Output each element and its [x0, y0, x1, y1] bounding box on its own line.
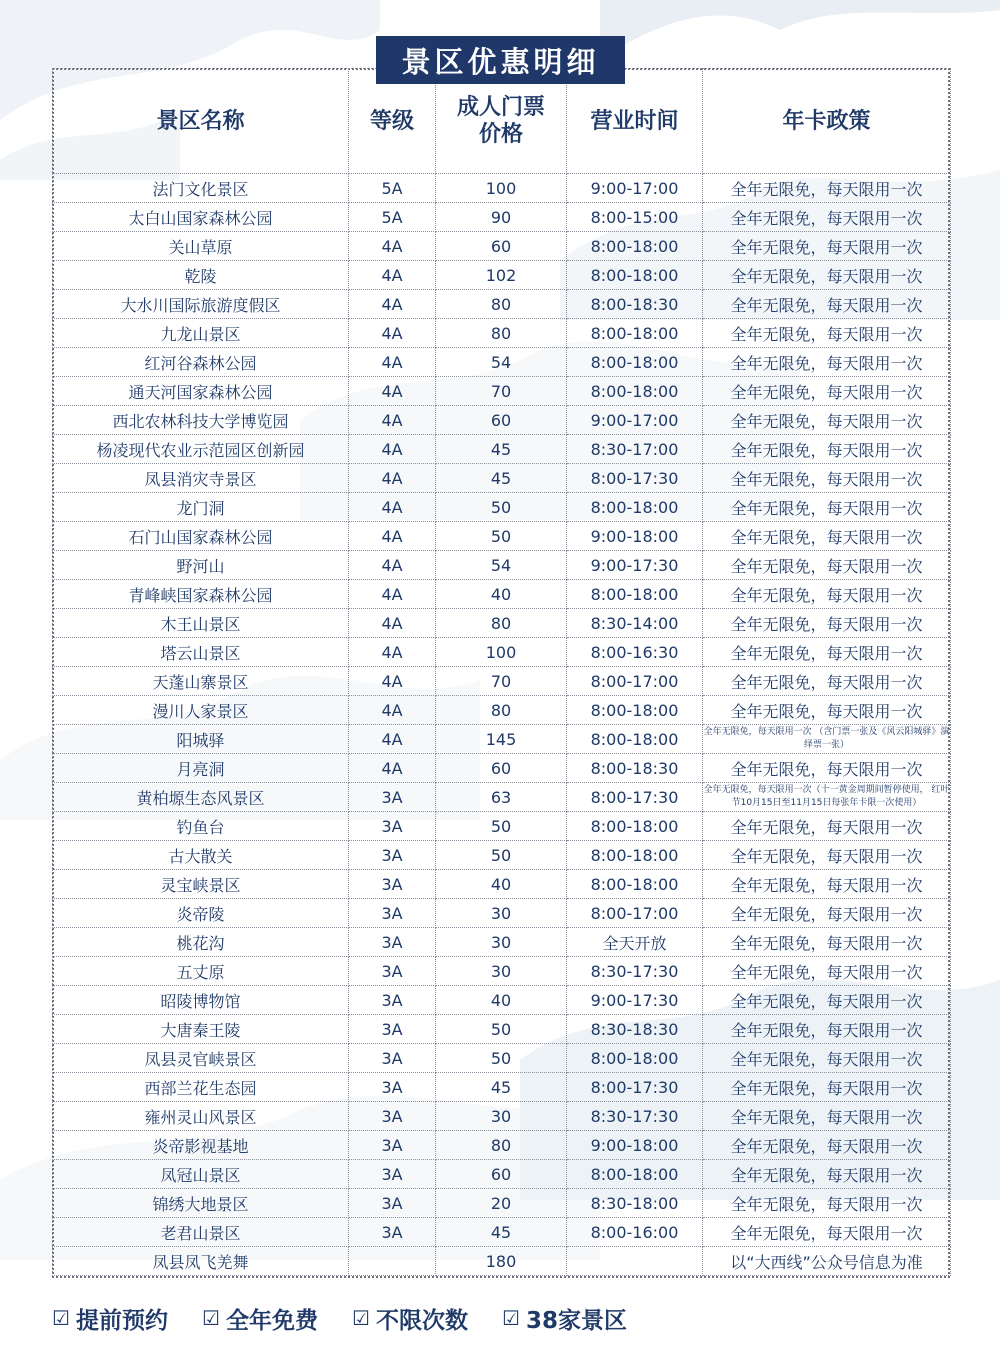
cell-price: 50: [436, 812, 567, 841]
cell-name: 天蓬山寨景区: [53, 667, 349, 696]
table-row: [53, 1015, 951, 1044]
scenic-spot-table: [52, 68, 951, 1276]
cell-price: 45: [436, 435, 567, 464]
cell-policy: 全年无限免，每天限用一次: [703, 551, 951, 580]
header-level: 等级: [349, 69, 436, 174]
cell-level: 3A: [349, 1131, 436, 1160]
cell-hours: 8:00-18:00: [567, 580, 703, 609]
table-row: [53, 348, 951, 377]
cell-name: 锦绣大地景区: [53, 1189, 349, 1218]
table-row: [53, 696, 951, 725]
cell-name: 凤冠山景区: [53, 1160, 349, 1189]
cell-price: 145: [436, 725, 567, 754]
cell-policy: 全年无限免，每天限用一次: [703, 1189, 951, 1218]
cell-level: 3A: [349, 841, 436, 870]
cell-level: 4A: [349, 754, 436, 783]
cell-name: 昭陵博物馆: [53, 986, 349, 1015]
cell-hours: 8:00-17:00: [567, 667, 703, 696]
table-row: [53, 203, 951, 232]
cell-level: 4A: [349, 232, 436, 261]
table-header-row: [53, 69, 951, 174]
cell-name: 杨凌现代农业示范园区创新园: [53, 435, 349, 464]
cell-name: 灵宝峡景区: [53, 870, 349, 899]
table-row: [53, 1247, 951, 1276]
table-row: [53, 986, 951, 1015]
cell-hours: 8:00-18:00: [567, 725, 703, 754]
cell-name: 青峰峡国家森林公园: [53, 580, 349, 609]
cell-level: 3A: [349, 986, 436, 1015]
cell-policy: 全年无限免，每天限用一次: [703, 1073, 951, 1102]
cell-price: 50: [436, 522, 567, 551]
cell-price: 20: [436, 1189, 567, 1218]
cell-level: 4A: [349, 725, 436, 754]
cell-name: 九龙山景区: [53, 319, 349, 348]
cell-level: 4A: [349, 580, 436, 609]
cell-price: 100: [436, 174, 567, 203]
table-row: [53, 812, 951, 841]
cell-policy: 全年无限免，每天限用一次: [703, 377, 951, 406]
table-row: [53, 609, 951, 638]
header-price: [436, 69, 567, 174]
cell-policy: 全年无限免，每天限用一次（十一黄金周期间暂停使用， 红叶节10月15日至11月15日每张年卡限一次使用）: [703, 783, 951, 812]
cell-policy: 全年无限免，每天限用一次: [703, 1131, 951, 1160]
cell-name: 凤县灵官峡景区: [53, 1044, 349, 1073]
cell-level: 4A: [349, 261, 436, 290]
cell-policy: 全年无限免，每天限用一次: [703, 464, 951, 493]
cell-policy: 全年无限免，每天限用一次: [703, 841, 951, 870]
cell-policy: 全年无限免，每天限用一次: [703, 638, 951, 667]
cell-price: 50: [436, 493, 567, 522]
table-row: [53, 1073, 951, 1102]
footer-label: 38家景区: [526, 1307, 628, 1334]
cell-hours: 8:30-17:30: [567, 957, 703, 986]
cell-level: 3A: [349, 957, 436, 986]
cell-policy: 全年无限免，每天限用一次: [703, 493, 951, 522]
cell-price: 30: [436, 928, 567, 957]
table-row: [53, 522, 951, 551]
cell-policy: 全年无限免，每天限用一次: [703, 580, 951, 609]
footer-label: 提前预约: [76, 1307, 168, 1334]
table-row: [53, 957, 951, 986]
cell-name: 通天河国家森林公园: [53, 377, 349, 406]
cell-level: 4A: [349, 638, 436, 667]
cell-policy: 全年无限免，每天限用一次: [703, 522, 951, 551]
table-row: [53, 1189, 951, 1218]
cell-policy: 全年无限免，每天限用一次: [703, 174, 951, 203]
cell-policy: 全年无限免，每天限用一次: [703, 290, 951, 319]
cell-price: 102: [436, 261, 567, 290]
cell-level: 4A: [349, 435, 436, 464]
table-row: [53, 232, 951, 261]
cell-name: 五丈原: [53, 957, 349, 986]
table-row: [53, 899, 951, 928]
cell-price: 60: [436, 232, 567, 261]
cell-level: 5A: [349, 174, 436, 203]
cell-policy: 全年无限免，每天限用一次: [703, 406, 951, 435]
cell-level: 4A: [349, 551, 436, 580]
cell-price: 30: [436, 1102, 567, 1131]
cell-hours: 8:00-18:00: [567, 377, 703, 406]
cell-hours: 8:00-18:00: [567, 812, 703, 841]
check-icon: ☑: [502, 1306, 520, 1330]
cell-policy: 全年无限免，每天限用一次: [703, 812, 951, 841]
cell-name: 乾陵: [53, 261, 349, 290]
cell-hours: 8:30-18:00: [567, 1189, 703, 1218]
check-icon: ☑: [52, 1306, 70, 1330]
cell-level: 4A: [349, 348, 436, 377]
cell-policy: 全年无限免，每天限用一次: [703, 1160, 951, 1189]
cell-price: 50: [436, 1015, 567, 1044]
header-price-line2: 价格: [478, 122, 523, 147]
cell-hours: 9:00-17:00: [567, 406, 703, 435]
cell-level: 3A: [349, 1102, 436, 1131]
cell-hours: [567, 1247, 703, 1276]
cell-policy: 全年无限免，每天限用一次: [703, 957, 951, 986]
cell-name: 钓鱼台: [53, 812, 349, 841]
cell-policy: 全年无限免，每天限用一次: [703, 1218, 951, 1247]
cell-hours: 8:00-18:00: [567, 1044, 703, 1073]
cell-price: 45: [436, 1218, 567, 1247]
cell-policy: 全年无限免，每天限用一次: [703, 1102, 951, 1131]
cell-price: 60: [436, 406, 567, 435]
cell-level: 4A: [349, 464, 436, 493]
table-row: [53, 1218, 951, 1247]
cell-hours: 8:00-17:30: [567, 783, 703, 812]
cell-level: 4A: [349, 319, 436, 348]
table-row: [53, 667, 951, 696]
table-row: [53, 464, 951, 493]
table-row: [53, 261, 951, 290]
cell-price: 45: [436, 1073, 567, 1102]
cell-price: 90: [436, 203, 567, 232]
cell-name: 炎帝陵: [53, 899, 349, 928]
cell-hours: 全天开放: [567, 928, 703, 957]
cell-level: 3A: [349, 783, 436, 812]
cell-hours: 8:00-16:00: [567, 1218, 703, 1247]
cell-hours: 9:00-17:00: [567, 174, 703, 203]
table-row: [53, 1160, 951, 1189]
table-row: [53, 551, 951, 580]
check-icon: ☑: [202, 1306, 220, 1330]
cell-name: 凤县消灾寺景区: [53, 464, 349, 493]
table-row: [53, 493, 951, 522]
cell-level: 4A: [349, 493, 436, 522]
cell-policy: 全年无限免，每天限用一次: [703, 1044, 951, 1073]
cell-policy: 全年无限免，每天限用一次: [703, 696, 951, 725]
cell-hours: 8:00-17:00: [567, 899, 703, 928]
header-name: 景区名称: [53, 69, 349, 174]
cell-name: 雍州灵山风景区: [53, 1102, 349, 1131]
cell-level: 4A: [349, 290, 436, 319]
cell-policy: 全年无限免，每天限用一次: [703, 928, 951, 957]
cell-level: 5A: [349, 203, 436, 232]
table-row: [53, 841, 951, 870]
cell-name: 木王山景区: [53, 609, 349, 638]
table-row: [53, 319, 951, 348]
cell-policy: 全年无限免，每天限用一次: [703, 986, 951, 1015]
cell-name: 大唐秦王陵: [53, 1015, 349, 1044]
footer-label: 全年免费: [226, 1307, 318, 1334]
cell-level: 4A: [349, 406, 436, 435]
check-icon: ☑: [352, 1306, 370, 1330]
cell-name: 太白山国家森林公园: [53, 203, 349, 232]
cell-price: 80: [436, 696, 567, 725]
cell-hours: 8:00-18:00: [567, 261, 703, 290]
header-policy: 年卡政策: [703, 69, 951, 174]
cell-hours: 9:00-18:00: [567, 1131, 703, 1160]
cell-policy: 全年无限免，每天限用一次: [703, 261, 951, 290]
cell-hours: 8:30-18:30: [567, 1015, 703, 1044]
cell-policy: 以“大西线”公众号信息为准: [703, 1247, 951, 1276]
header-price-line1: 成人门票: [456, 95, 545, 120]
cell-policy: 全年无限免，每天限用一次: [703, 348, 951, 377]
cell-hours: 8:00-18:00: [567, 841, 703, 870]
cell-level: 3A: [349, 899, 436, 928]
cell-level: 4A: [349, 696, 436, 725]
cell-price: 180: [436, 1247, 567, 1276]
table-row: [53, 754, 951, 783]
cell-name: 龙门洞: [53, 493, 349, 522]
cell-price: 30: [436, 957, 567, 986]
cell-price: 80: [436, 609, 567, 638]
cell-hours: 8:00-18:00: [567, 870, 703, 899]
cell-hours: 8:00-18:30: [567, 754, 703, 783]
cell-name: 漫川人家景区: [53, 696, 349, 725]
cell-name: 法门文化景区: [53, 174, 349, 203]
cell-price: 60: [436, 1160, 567, 1189]
cell-hours: 8:00-17:30: [567, 464, 703, 493]
table-row: [53, 638, 951, 667]
cell-hours: 8:00-15:00: [567, 203, 703, 232]
cell-policy: 全年无限免，每天限用一次 （含门票一张及《风云阳城驿》演绎票一张）: [703, 725, 951, 754]
cell-price: 80: [436, 1131, 567, 1160]
table-row: [53, 1044, 951, 1073]
cell-price: 80: [436, 319, 567, 348]
cell-name: 红河谷森林公园: [53, 348, 349, 377]
table-row: [53, 783, 951, 812]
cell-name: 野河山: [53, 551, 349, 580]
cell-price: 60: [436, 754, 567, 783]
cell-price: 100: [436, 638, 567, 667]
cell-hours: 8:30-17:00: [567, 435, 703, 464]
cell-hours: 8:00-18:00: [567, 696, 703, 725]
footer-label: 不限次数: [376, 1307, 468, 1334]
cell-level: 4A: [349, 377, 436, 406]
cell-policy: 全年无限免，每天限用一次: [703, 609, 951, 638]
cell-hours: 8:30-14:00: [567, 609, 703, 638]
cell-policy: 全年无限免，每天限用一次: [703, 435, 951, 464]
table-row: [53, 928, 951, 957]
cell-policy: 全年无限免，每天限用一次: [703, 870, 951, 899]
cell-level: 3A: [349, 1189, 436, 1218]
cell-price: 70: [436, 377, 567, 406]
cell-name: 老君山景区: [53, 1218, 349, 1247]
cell-name: 西部兰花生态园: [53, 1073, 349, 1102]
cell-price: 40: [436, 986, 567, 1015]
cell-name: 阳城驿: [53, 725, 349, 754]
cell-policy: 全年无限免，每天限用一次: [703, 203, 951, 232]
cell-hours: 8:00-17:30: [567, 1073, 703, 1102]
cell-name: 塔云山景区: [53, 638, 349, 667]
cell-level: 3A: [349, 1015, 436, 1044]
cell-price: 40: [436, 870, 567, 899]
page-title: 景区优惠明细: [376, 36, 625, 84]
table-row: [53, 1131, 951, 1160]
cell-policy: 全年无限免，每天限用一次: [703, 667, 951, 696]
cell-name: 凤县凤飞羌舞: [53, 1247, 349, 1276]
footer-item: [52, 1302, 168, 1335]
cell-name: 炎帝影视基地: [53, 1131, 349, 1160]
cell-name: 关山草原: [53, 232, 349, 261]
cell-policy: 全年无限免，每天限用一次: [703, 899, 951, 928]
cell-name: 西北农林科技大学博览园: [53, 406, 349, 435]
cell-hours: 8:00-18:00: [567, 348, 703, 377]
table-row: [53, 174, 951, 203]
cell-policy: 全年无限免，每天限用一次: [703, 1015, 951, 1044]
table-body: [53, 174, 951, 1276]
cell-level: 3A: [349, 1044, 436, 1073]
cell-price: 45: [436, 464, 567, 493]
cell-level: 3A: [349, 928, 436, 957]
cell-level: 4A: [349, 609, 436, 638]
footer-item: [202, 1302, 318, 1335]
cell-price: 80: [436, 290, 567, 319]
cell-hours: 8:00-16:30: [567, 638, 703, 667]
cell-name: 桃花沟: [53, 928, 349, 957]
cell-hours: 8:00-18:00: [567, 319, 703, 348]
cell-hours: 8:00-18:00: [567, 493, 703, 522]
cell-level: 3A: [349, 1218, 436, 1247]
cell-name: 石门山国家森林公园: [53, 522, 349, 551]
cell-level: [349, 1247, 436, 1276]
cell-hours: 8:00-18:00: [567, 1160, 703, 1189]
cell-name: 黄柏塬生态风景区: [53, 783, 349, 812]
cell-policy: 全年无限免，每天限用一次: [703, 754, 951, 783]
cell-hours: 8:30-17:30: [567, 1102, 703, 1131]
cell-price: 50: [436, 1044, 567, 1073]
cell-name: 大水川国际旅游度假区: [53, 290, 349, 319]
cell-hours: 9:00-17:30: [567, 986, 703, 1015]
table-row: [53, 870, 951, 899]
cell-price: 54: [436, 348, 567, 377]
cell-hours: 8:00-18:00: [567, 232, 703, 261]
footer-features: [52, 1298, 952, 1338]
table-row: [53, 580, 951, 609]
table-row: [53, 377, 951, 406]
cell-level: 3A: [349, 1160, 436, 1189]
cell-hours: 9:00-17:30: [567, 551, 703, 580]
cell-level: 3A: [349, 1073, 436, 1102]
table-row: [53, 406, 951, 435]
cell-hours: 8:00-18:30: [567, 290, 703, 319]
footer-item: [502, 1302, 627, 1335]
cell-price: 54: [436, 551, 567, 580]
table-row: [53, 725, 951, 754]
cell-price: 50: [436, 841, 567, 870]
cell-name: 月亮洞: [53, 754, 349, 783]
cell-policy: 全年无限免，每天限用一次: [703, 232, 951, 261]
cell-hours: 9:00-18:00: [567, 522, 703, 551]
cell-price: 40: [436, 580, 567, 609]
table-row: [53, 290, 951, 319]
table-row: [53, 435, 951, 464]
cell-level: 3A: [349, 812, 436, 841]
cell-price: 63: [436, 783, 567, 812]
footer-item: [352, 1302, 468, 1335]
cell-name: 古大散关: [53, 841, 349, 870]
cell-price: 30: [436, 899, 567, 928]
cell-level: 3A: [349, 870, 436, 899]
header-hours: 营业时间: [567, 69, 703, 174]
cell-level: 4A: [349, 667, 436, 696]
cell-level: 4A: [349, 522, 436, 551]
cell-price: 70: [436, 667, 567, 696]
table-row: [53, 1102, 951, 1131]
cell-policy: 全年无限免，每天限用一次: [703, 319, 951, 348]
